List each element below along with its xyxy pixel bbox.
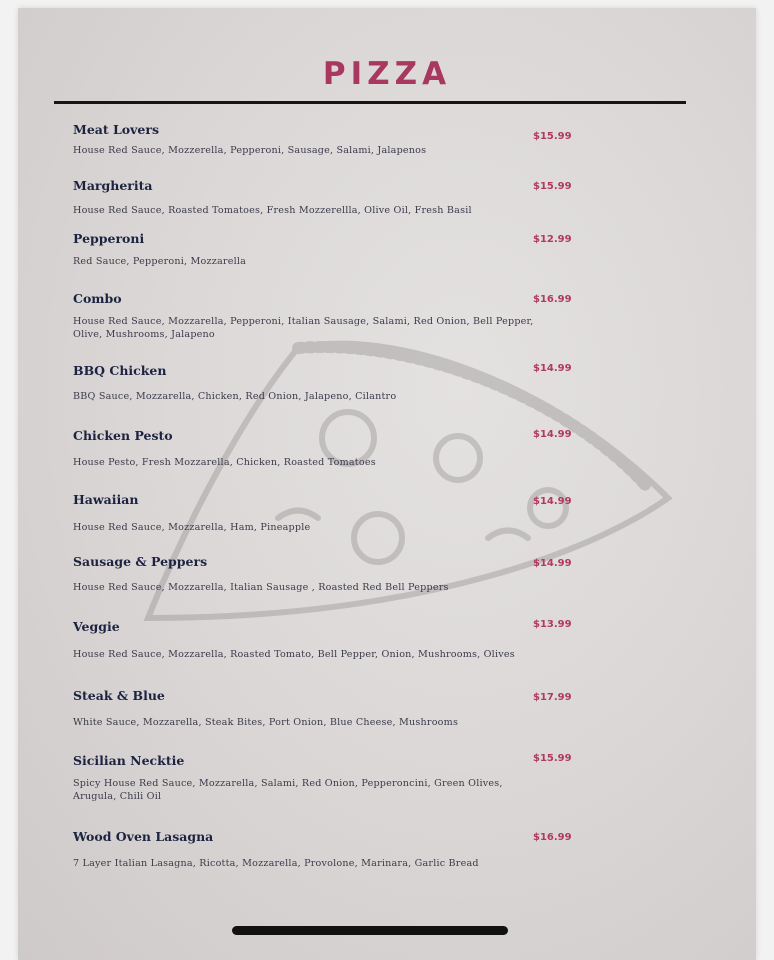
item-description: House Red Sauce, Mozzarella, Ham, Pineapple (73, 522, 311, 533)
item-description: House Red Sauce, Roasted Tomatoes, Fresh Mozzerellla, Olive Oil, Fresh Basil (73, 205, 472, 216)
title-divider (54, 101, 686, 104)
item-name: BBQ Chicken (73, 363, 167, 378)
item-description: House Pesto, Fresh Mozzarella, Chicken, Roasted Tomatoes (73, 457, 376, 468)
item-price: $16.99 (533, 832, 572, 843)
menu-item (73, 231, 543, 268)
item-price: $13.99 (533, 619, 572, 630)
item-price: $12.99 (533, 234, 572, 245)
menu-item (73, 619, 543, 661)
menu-item (73, 753, 543, 803)
item-description: Red Sauce, Pepperoni, Mozzarella (73, 256, 247, 267)
menu-page (18, 8, 756, 960)
item-description: House Red Sauce, Mozzerella, Pepperoni, Sausage, Salami, Jalapenos (73, 145, 427, 156)
menu-item (73, 688, 543, 729)
item-price: $15.99 (533, 131, 572, 142)
home-indicator[interactable] (232, 926, 508, 935)
menu-item (73, 554, 543, 594)
menu-item (73, 122, 543, 157)
menu-item (73, 829, 543, 870)
item-description: BBQ Sauce, Mozzarella, Chicken, Red Onion, Jalapeno, Cilantro (73, 391, 397, 402)
menu-item (73, 492, 543, 534)
item-price: $14.99 (533, 558, 572, 569)
item-name: Sausage & Peppers (73, 554, 208, 569)
item-name: Combo (73, 291, 122, 306)
item-description: House Red Sauce, Mozzarella, Pepperoni, Italian Sausage, Salami, Red Onion, Bell Pepper, Olive, Mushrooms, Jalapeno (73, 316, 534, 340)
item-name: Margherita (73, 178, 153, 193)
menu-item (73, 428, 543, 469)
item-description: White Sauce, Mozzarella, Steak Bites, Port Onion, Blue Cheese, Mushrooms (73, 717, 459, 728)
item-description: House Red Sauce, Mozzarella, Roasted Tomato, Bell Pepper, Onion, Mushrooms, Olives (73, 649, 515, 660)
item-description: 7 Layer Italian Lasagna, Ricotta, Mozzarella, Provolone, Marinara, Garlic Bread (73, 858, 479, 869)
item-name: Pepperoni (73, 231, 145, 246)
menu-item (73, 291, 543, 341)
item-price: $15.99 (533, 181, 572, 192)
item-price: $14.99 (533, 496, 572, 507)
item-name: Meat Lovers (73, 122, 159, 137)
menu-item (73, 363, 543, 403)
item-name: Steak & Blue (73, 688, 165, 703)
item-name: Chicken Pesto (73, 428, 173, 443)
item-price: $15.99 (533, 753, 572, 764)
page-title: PIZZA (322, 56, 452, 92)
item-name: Veggie (73, 619, 120, 634)
item-price: $16.99 (533, 294, 572, 305)
item-name: Sicilian Necktie (73, 753, 185, 768)
item-price: $14.99 (533, 363, 572, 374)
menu-item (73, 178, 543, 217)
item-price: $17.99 (533, 692, 572, 703)
item-description: House Red Sauce, Mozzarella, Italian Sausage , Roasted Red Bell Peppers (73, 582, 449, 593)
item-description: Spicy House Red Sauce, Mozzarella, Salami, Red Onion, Pepperoncini, Green Olives, Arugula, Chili Oil (73, 778, 503, 802)
item-name: Hawaiian (73, 492, 139, 507)
item-name: Wood Oven Lasagna (73, 829, 214, 844)
item-price: $14.99 (533, 429, 572, 440)
